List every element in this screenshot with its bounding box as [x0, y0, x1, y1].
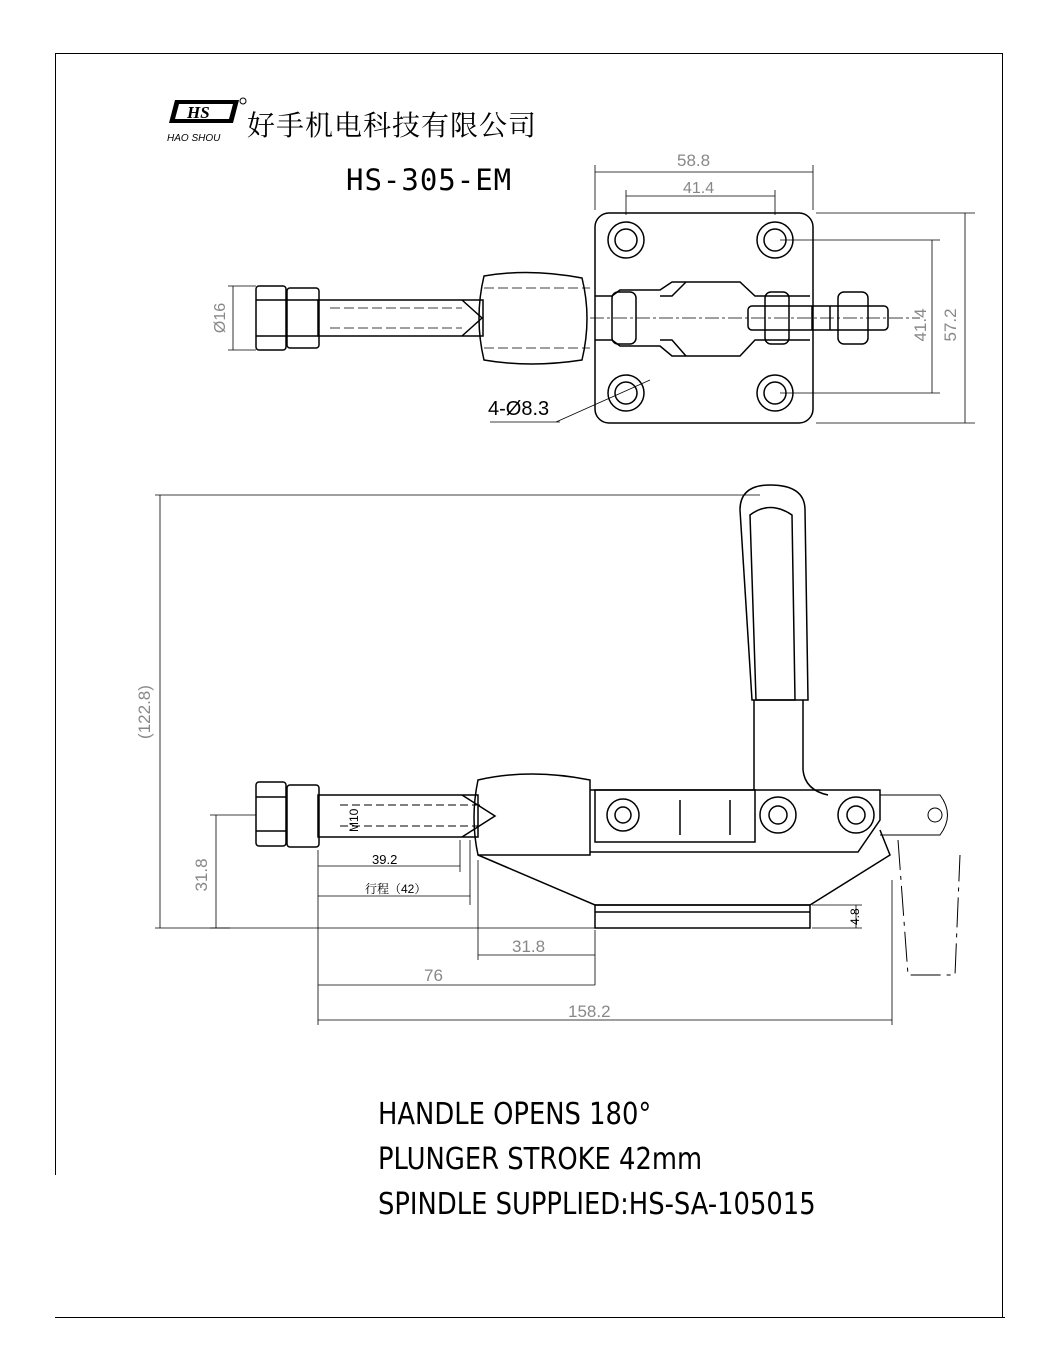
dim-57-2: 57.2 [941, 308, 960, 342]
dim-base-thickness: 4.8 [848, 908, 862, 925]
dim-overall-length: 158.2 [568, 1002, 611, 1021]
dim-41-4-vertical: 41.4 [911, 308, 930, 342]
side-view [256, 485, 890, 928]
model-number: HS-305-EM [346, 163, 513, 197]
company-name: 好手机电科技有限公司 [247, 109, 538, 142]
dim-shaft-diameter: Ø16 [212, 302, 229, 334]
note-plunger-stroke: PLUNGER STROKE 42mm [378, 1142, 703, 1177]
dim-58-8: 58.8 [677, 151, 711, 170]
dim-base-offset: 31.8 [512, 937, 546, 956]
dim-thread-size: M10 [347, 808, 361, 832]
dim-mounting-holes: 4-Ø8.3 [488, 398, 550, 420]
dim-thread-length: 39.2 [372, 852, 398, 867]
note-handle-opens: HANDLE OPENS 180° [378, 1097, 652, 1132]
spec-notes [378, 1092, 816, 1227]
note-spindle-supplied: SPINDLE SUPPLIED:HS-SA-105015 [378, 1187, 816, 1222]
dim-41-4-horizontal: 41.4 [683, 180, 715, 197]
dim-stroke: 行程（42） [365, 882, 427, 896]
logo-subtitle: HAO SHOU [167, 133, 221, 144]
dim-axis-height: 31.8 [192, 858, 211, 892]
dim-total-height: (122.8) [135, 685, 154, 739]
logo-mark: HS [187, 103, 210, 122]
dim-76: 76 [424, 966, 443, 985]
